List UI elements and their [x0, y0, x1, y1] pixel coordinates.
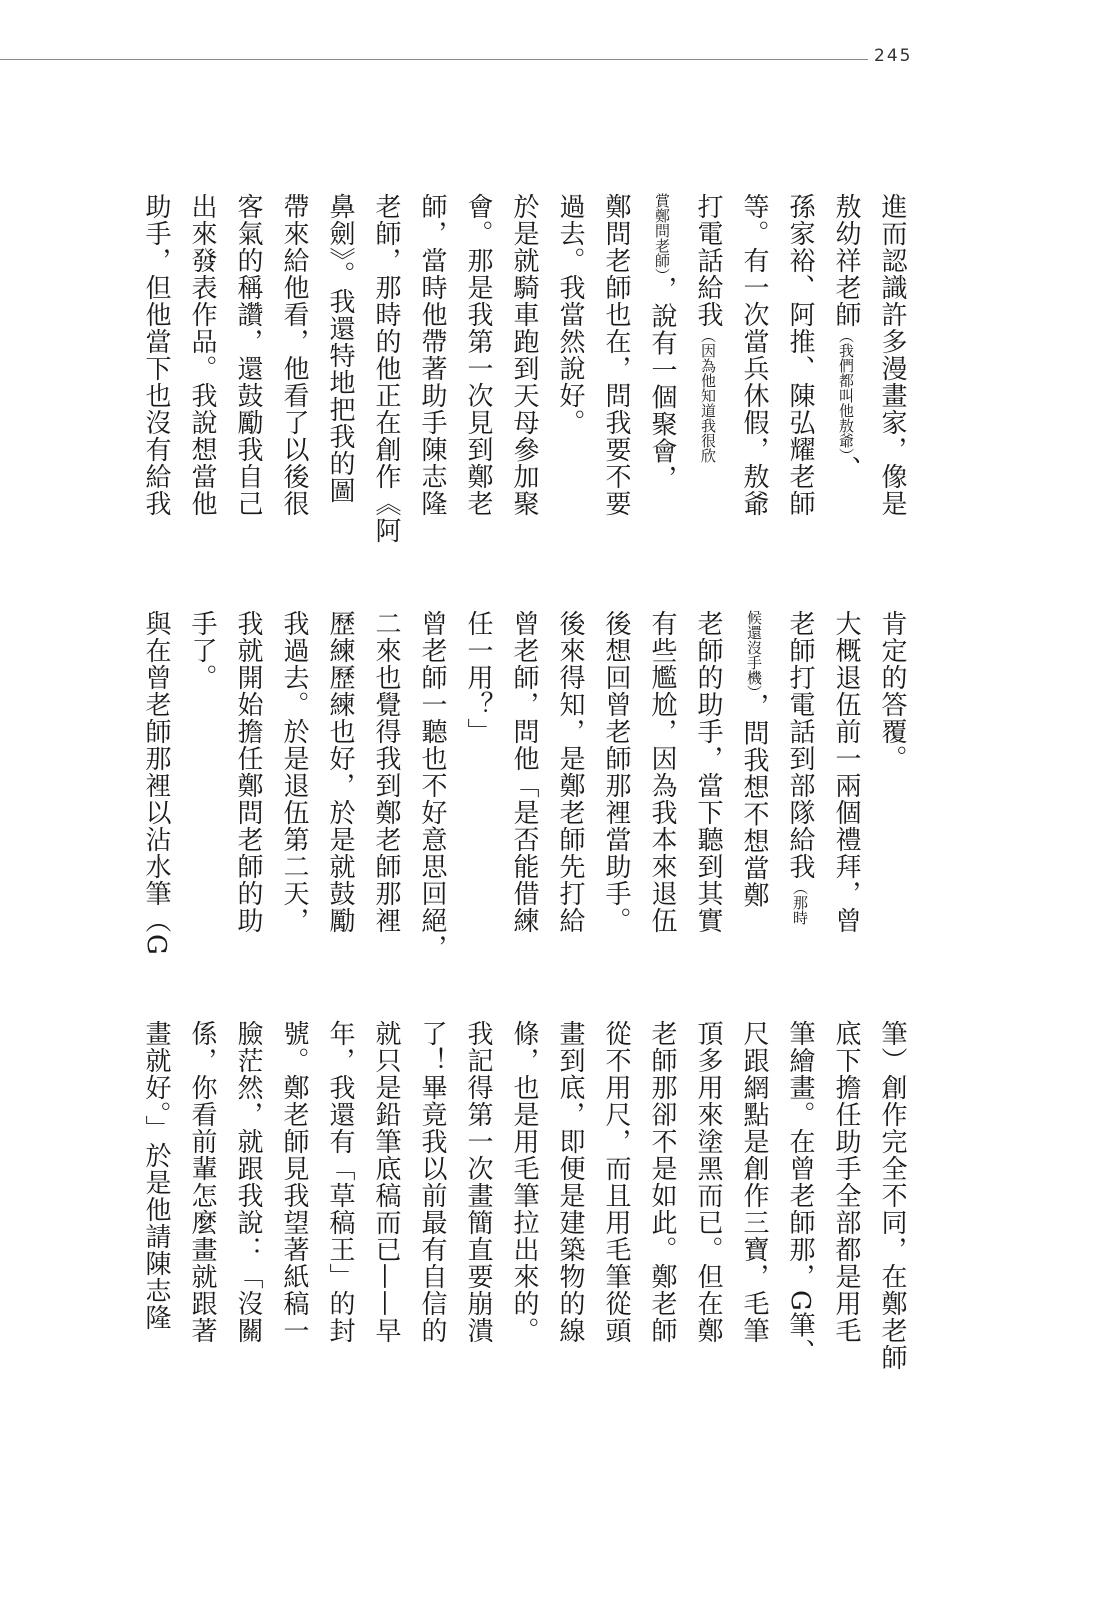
column-text: 年，我還有「草稿王」的封 [325, 1020, 355, 1344]
column-text: 我過去。於是退伍第二天， [279, 610, 309, 934]
column-text: 於是就騎車跑到天母參加聚 [509, 193, 539, 517]
text-column [225, 610, 271, 970]
column-text: 敖幼祥老師 [831, 193, 861, 328]
column-text: 了！畢竟我以前最有自信的 [417, 1020, 447, 1344]
text-column [731, 1020, 777, 1380]
inline-note: 賞鄭問老師） [653, 193, 671, 276]
text-column [409, 1020, 455, 1380]
column-text: 客氣的稱讚，還鼓勵我自己 [233, 193, 263, 517]
text-column [179, 610, 225, 970]
column-text: 與在曾老師那裡以沾水筆（G [141, 610, 171, 956]
column-text: 老師打電話到部隊給我 [785, 610, 815, 880]
column-text: 頂多用來塗黑而已。但在鄭 [693, 1020, 723, 1344]
column-text: 歷練歷練也好，於是就鼓勵 [325, 610, 355, 934]
text-column [685, 610, 731, 970]
column-text: 鼻劍》。我還特地把我的圖 [325, 193, 355, 504]
text-column [225, 1020, 271, 1380]
column-text: 進而認識許多漫畫家，像是 [877, 193, 907, 517]
column-text: 出來發表作品。我說想當他 [187, 193, 217, 517]
column-text: 筆繪畫。在曾老師那，G筆、 [785, 1020, 815, 1366]
column-tail-text: 、 [831, 455, 861, 483]
column-text: 任一用？」 [463, 610, 493, 745]
column-text: 打電話給我 [693, 193, 723, 328]
text-column [271, 1020, 317, 1380]
text-column [869, 610, 915, 970]
column-text: 係，你看前輩怎麼畫就跟著 [187, 1020, 217, 1344]
text-block-2 [135, 610, 915, 970]
text-column [823, 193, 869, 553]
text-column [179, 193, 225, 553]
text-column [179, 1020, 225, 1380]
text-column [547, 1020, 593, 1380]
header-rule [0, 59, 868, 60]
text-block-3 [135, 1020, 915, 1380]
text-column [731, 610, 777, 970]
text-column [455, 1020, 501, 1380]
column-text: 老師，那時的他正在創作《阿 [371, 193, 401, 544]
text-column [639, 1020, 685, 1380]
column-text: 就只是鉛筆底稿而已——早 [371, 1020, 401, 1344]
text-column [685, 193, 731, 553]
column-text: 鄭問老師也在，問我要不要 [601, 193, 631, 517]
column-text: 條，也是用毛筆拉出來的。 [509, 1020, 539, 1344]
text-block-1 [135, 193, 915, 553]
text-column [547, 193, 593, 553]
text-column [501, 193, 547, 553]
text-column [593, 1020, 639, 1380]
column-text: 肯定的答覆。 [877, 610, 907, 772]
column-text: 畫到底，即便是建築物的線 [555, 1020, 585, 1344]
column-text: 從不用尺，而且用毛筆從頭 [601, 1020, 631, 1344]
column-text: 底下擔任助手全部都是用毛 [831, 1020, 861, 1344]
text-column [271, 193, 317, 553]
inline-note: 候還沒手機） [745, 610, 763, 693]
text-column [869, 193, 915, 553]
column-text: 助手，但他當下也沒有給我 [141, 193, 171, 517]
column-text: 畫就好。」於是他請陳志隆 [141, 1020, 171, 1331]
text-column [225, 193, 271, 553]
column-text: 尺跟網點是創作三寶，毛筆 [739, 1020, 769, 1344]
text-column [777, 1020, 823, 1380]
column-text: 手了。 [187, 610, 217, 691]
column-text: 曾老師一聽也不好意思回絕， [417, 610, 447, 961]
text-column [547, 610, 593, 970]
column-text: 大概退伍前一兩個禮拜，曾 [831, 610, 861, 934]
text-column [409, 610, 455, 970]
text-column [501, 610, 547, 970]
text-column [639, 193, 685, 553]
text-column [593, 193, 639, 553]
text-column [593, 610, 639, 970]
text-column [731, 193, 777, 553]
column-text: 孫家裕、阿推、陳弘耀老師 [785, 193, 815, 517]
inline-note: （我們都叫他敖爺） [837, 328, 855, 456]
text-column [823, 1020, 869, 1380]
column-text: 老師的助手，當下聽到其實 [693, 610, 723, 934]
column-text: 會。那是我第一次見到鄭老 [463, 193, 493, 517]
page-number: 245 [874, 46, 913, 66]
inline-note: （因為他知道我很欣 [699, 328, 717, 463]
text-column [501, 1020, 547, 1380]
column-text: 有些尷尬，因為我本來退伍 [647, 610, 677, 934]
column-tail-text: ，說有一個聚會， [647, 275, 677, 492]
text-column [363, 1020, 409, 1380]
text-column [685, 1020, 731, 1380]
text-column [639, 610, 685, 970]
column-text: 帶來給他看，他看了以後很 [279, 193, 309, 517]
text-column [317, 1020, 363, 1380]
column-text: 號。鄭老師見我望著紙稿一 [279, 1020, 309, 1344]
column-text: 曾老師，問他「是否能借練 [509, 610, 539, 934]
column-text: 臉茫然，就跟我說：「沒關 [233, 1020, 263, 1344]
column-text: 後想回曾老師那裡當助手。 [601, 610, 631, 934]
inline-note: （那時 [791, 880, 809, 925]
text-column [823, 610, 869, 970]
text-column [409, 193, 455, 553]
text-column [317, 193, 363, 553]
text-column [133, 193, 179, 553]
text-column [271, 610, 317, 970]
column-text: 二來也覺得我到鄭老師那裡 [371, 610, 401, 934]
text-column [133, 1020, 179, 1380]
text-column [317, 610, 363, 970]
column-text: 老師那卻不是如此。鄭老師 [647, 1020, 677, 1344]
column-text: 我記得第一次畫簡直要崩潰 [463, 1020, 493, 1344]
text-column [133, 610, 179, 970]
column-text: 師，當時他帶著助手陳志隆 [417, 193, 447, 517]
column-text: 後來得知，是鄭老師先打給 [555, 610, 585, 934]
column-text: 過去。我當然說好。 [555, 193, 585, 436]
column-text: 筆）創作完全不同，在鄭老師 [877, 1020, 907, 1371]
column-tail-text: ，問我想不想當鄭 [739, 692, 769, 909]
column-text: 等。有一次當兵休假，敖爺 [739, 193, 769, 517]
text-column [777, 193, 823, 553]
text-column [869, 1020, 915, 1380]
text-column [363, 193, 409, 553]
text-column [455, 610, 501, 970]
text-column [455, 193, 501, 553]
column-text: 我就開始擔任鄭問老師的助 [233, 610, 263, 934]
text-column [777, 610, 823, 970]
text-column [363, 610, 409, 970]
